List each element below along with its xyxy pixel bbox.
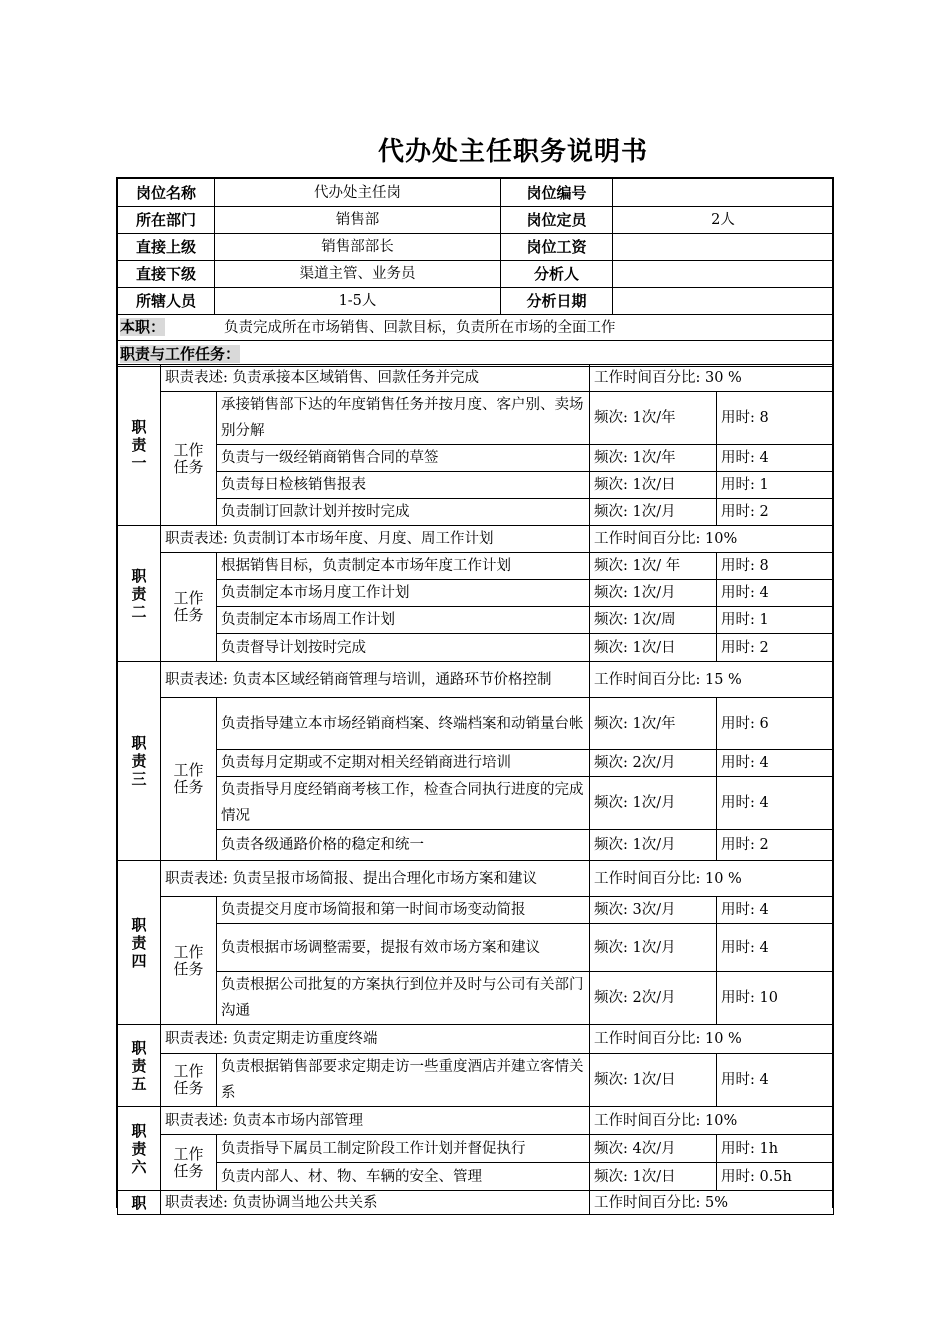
subordinate-label: 直接下级 — [118, 261, 215, 288]
core-duty-label: 本职： — [120, 318, 166, 336]
staff-value: 1-5人 — [215, 288, 501, 315]
task-text: 负责指导月度经销商考核工作，检查合同执行进度的完成情况 — [217, 777, 590, 830]
dept-label: 所在部门 — [118, 207, 215, 234]
duty-statement-row — [118, 526, 834, 553]
task-row — [118, 472, 834, 499]
task-time: 用时: 4 — [717, 1054, 834, 1107]
duty-time-percent: 工作时间百分比: 10 % — [590, 861, 834, 897]
task-frequency: 频次: 1次/月 — [590, 499, 717, 526]
task-text: 负责根据公司批复的方案执行到位并及时与公司有关部门沟通 — [217, 972, 590, 1025]
task-time: 用时: 1 — [717, 472, 834, 499]
task-text: 负责内部人、材、物、车辆的安全、管理 — [217, 1163, 590, 1191]
duty-label-char: 一 — [131, 454, 147, 472]
task-row — [118, 553, 834, 580]
task-frequency: 频次: 1次/月 — [590, 924, 717, 972]
salary-value — [613, 234, 834, 261]
task-text: 负责每月定期或不定期对相关经销商进行培训 — [217, 750, 590, 777]
duty-statement-row — [118, 1107, 834, 1135]
work-task-label-line: 工作 — [173, 440, 204, 459]
task-text: 负责制定本市场月度工作计划 — [217, 580, 590, 607]
duty-time-percent: 工作时间百分比: 5% — [590, 1191, 834, 1215]
task-row — [118, 607, 834, 634]
work-task-label-line: 任务 — [173, 606, 204, 624]
task-time: 用时: 2 — [717, 634, 834, 662]
duty-statement-row — [118, 1191, 834, 1215]
duty-label-char: 责 — [131, 1056, 147, 1075]
task-row — [118, 924, 834, 972]
headcount-label: 岗位定员 — [501, 207, 613, 234]
info-row — [118, 179, 834, 207]
task-time: 用时: 4 — [717, 897, 834, 924]
duty-label — [118, 1025, 161, 1107]
position-name-label: 岗位名称 — [118, 179, 215, 207]
task-frequency: 频次: 1次/日 — [590, 1163, 717, 1191]
duty-label-char: 职 — [131, 418, 147, 436]
task-text: 负责每日检核销售报表 — [217, 472, 590, 499]
task-text: 负责提交月度市场简报和第一时间市场变动简报 — [217, 897, 590, 924]
task-text: 负责各级通路价格的稳定和统一 — [217, 830, 590, 861]
task-text: 负责根据市场调整需要，提报有效市场方案和建议 — [217, 924, 590, 972]
task-text: 负责指导下属员工制定阶段工作计划并督促执行 — [217, 1135, 590, 1163]
headcount-value: 2人 — [613, 207, 834, 234]
duty-statement: 职责表述: 负责呈报市场简报、提出合理化市场方案和建议 — [161, 861, 590, 897]
task-time: 用时: 2 — [717, 830, 834, 861]
work-task-label — [161, 1135, 217, 1191]
duty-statement: 职责表述: 负责承接本区域销售、回款任务并完成 — [161, 365, 590, 392]
task-text: 负责与一级经销商销售合同的草签 — [217, 445, 590, 472]
task-frequency: 频次: 3次/月 — [590, 897, 717, 924]
task-time: 用时: 4 — [717, 445, 834, 472]
duty-time-percent: 工作时间百分比: 15 % — [590, 662, 834, 698]
duty-label — [118, 526, 161, 662]
work-task-label-line: 任务 — [173, 1079, 204, 1097]
analyst-value — [613, 261, 834, 288]
task-time: 用时: 4 — [717, 580, 834, 607]
duty-label — [118, 662, 161, 861]
task-row — [118, 777, 834, 830]
duty-statement-row — [118, 1025, 834, 1054]
task-time: 用时: 4 — [717, 777, 834, 830]
work-task-label-line: 工作 — [173, 1062, 204, 1080]
duty-statement: 职责表述: 负责定期走访重度终端 — [161, 1025, 590, 1054]
task-text: 负责制定本市场周工作计划 — [217, 607, 590, 634]
work-task-label-line: 任务 — [173, 457, 204, 476]
task-frequency: 频次: 1次/月 — [590, 830, 717, 861]
task-time: 用时: 8 — [717, 392, 834, 445]
task-row — [118, 830, 834, 861]
task-time: 用时: 4 — [717, 924, 834, 972]
duty-label-char: 三 — [131, 770, 147, 788]
work-task-label-line: 任务 — [173, 778, 204, 796]
duty-time-percent: 工作时间百分比: 10 % — [590, 1025, 834, 1054]
duty-label-char: 六 — [131, 1157, 147, 1176]
duty-time-percent: 工作时间百分比: 30 % — [590, 365, 834, 392]
duty-time-percent: 工作时间百分比: 10% — [590, 1107, 834, 1135]
analysis-date-value — [613, 288, 834, 315]
duty-label-char: 责 — [131, 584, 147, 603]
superior-value: 销售部部长 — [215, 234, 501, 261]
duties-heading: 职责与工作任务： — [120, 344, 241, 363]
info-row — [118, 288, 834, 315]
core-duty-text: 负责完成所在市场销售、回款目标，负责所在市场的全面工作 — [224, 320, 616, 336]
task-row — [118, 1135, 834, 1163]
work-task-label — [161, 553, 217, 662]
duty-statement-row — [118, 861, 834, 897]
analyst-label: 分析人 — [501, 261, 613, 288]
task-time: 用时: 2 — [717, 499, 834, 526]
document-title: 代办处主任职务说明书 — [377, 137, 648, 167]
core-duty-row — [118, 315, 834, 341]
task-row — [118, 499, 834, 526]
duty-statement: 职责表述: 负责本市场内部管理 — [161, 1107, 590, 1135]
duty-label — [118, 1107, 161, 1191]
dept-value: 销售部 — [215, 207, 501, 234]
task-frequency: 频次: 1次/日 — [590, 634, 717, 662]
task-row — [118, 897, 834, 924]
duty-label-char: 责 — [131, 933, 147, 952]
duty-label-char: 职 — [131, 566, 147, 585]
duty-label-char: 责 — [131, 436, 147, 454]
task-time: 用时: 1 — [717, 607, 834, 634]
task-text: 负责制订回款计划并按时完成 — [217, 499, 590, 526]
task-frequency: 频次: 1次/月 — [590, 580, 717, 607]
task-frequency: 频次: 1次/年 — [590, 445, 717, 472]
task-row — [118, 634, 834, 662]
task-row — [118, 580, 834, 607]
task-frequency: 频次: 2次/月 — [590, 750, 717, 777]
work-task-label — [161, 1054, 217, 1107]
info-row — [118, 261, 834, 288]
duty-label — [118, 1191, 161, 1215]
task-frequency: 频次: 1次/年 — [590, 392, 717, 445]
work-task-label-line: 工作 — [173, 1144, 204, 1163]
duty-time-percent: 工作时间百分比: 10% — [590, 526, 834, 553]
work-task-label-line: 工作 — [173, 942, 204, 961]
task-frequency: 频次: 1次/日 — [590, 472, 717, 499]
task-frequency: 频次: 4次/月 — [590, 1135, 717, 1163]
duty-statement-row — [118, 662, 834, 698]
duty-label — [118, 861, 161, 1025]
work-task-label — [161, 392, 217, 526]
position-code-value — [613, 179, 834, 207]
task-row — [118, 1163, 834, 1191]
task-frequency: 频次: 1次/日 — [590, 1054, 717, 1107]
duties-table — [117, 364, 834, 1215]
core-duty-table — [117, 314, 834, 367]
info-row — [118, 234, 834, 261]
analysis-date-label: 分析日期 — [501, 288, 613, 315]
task-time: 用时: 1h — [717, 1135, 834, 1163]
work-task-label-line: 任务 — [173, 959, 204, 978]
position-info-table — [117, 178, 834, 315]
duty-label-char: 职 — [131, 1193, 147, 1212]
work-task-label-line: 任务 — [173, 1161, 204, 1180]
work-task-label — [161, 698, 217, 861]
duty-label-char: 四 — [131, 951, 147, 970]
duty-label-char: 五 — [131, 1074, 147, 1093]
task-text: 承接销售部下达的年度销售任务并按月度、客户别、卖场别分解 — [217, 392, 590, 445]
task-row — [118, 445, 834, 472]
task-row — [118, 698, 834, 750]
task-frequency: 频次: 1次/年 — [590, 698, 717, 750]
task-time: 用时: 0.5h — [717, 1163, 834, 1191]
duties-heading-row — [118, 341, 834, 367]
position-name-value: 代办处主任岗 — [215, 179, 501, 207]
task-time: 用时: 10 — [717, 972, 834, 1025]
duty-statement: 职责表述: 负责制订本市场年度、月度、周工作计划 — [161, 526, 590, 553]
duty-label-char: 责 — [131, 1139, 147, 1158]
task-time: 用时: 4 — [717, 750, 834, 777]
duty-statement: 职责表述: 负责协调当地公共关系 — [161, 1191, 590, 1215]
duty-statement-row — [118, 365, 834, 392]
task-text: 负责指导建立本市场经销商档案、终端档案和动销量台帐 — [217, 698, 590, 750]
superior-label: 直接上级 — [118, 234, 215, 261]
task-time: 用时: 8 — [717, 553, 834, 580]
work-task-label-line: 工作 — [173, 761, 204, 779]
task-frequency: 频次: 1次/ 年 — [590, 553, 717, 580]
subordinate-value: 渠道主管、业务员 — [215, 261, 501, 288]
task-frequency: 频次: 1次/周 — [590, 607, 717, 634]
position-code-label: 岗位编号 — [501, 179, 613, 207]
salary-label: 岗位工资 — [501, 234, 613, 261]
info-row — [118, 207, 834, 234]
duty-label-char: 责 — [131, 752, 147, 770]
task-row — [118, 972, 834, 1025]
duty-label-char: 二 — [131, 602, 147, 621]
duty-statement: 职责表述: 负责本区域经销商管理与培训，通路环节价格控制 — [161, 662, 590, 698]
staff-label: 所辖人员 — [118, 288, 215, 315]
work-task-label-line: 工作 — [173, 589, 204, 607]
task-row — [118, 392, 834, 445]
duty-label-char: 职 — [131, 1038, 147, 1057]
task-frequency: 频次: 1次/月 — [590, 777, 717, 830]
duty-label-char: 职 — [131, 1121, 147, 1140]
task-frequency: 频次: 2次/月 — [590, 972, 717, 1025]
task-text: 负责根据销售部要求定期走访一些重度酒店并建立客情关系 — [217, 1054, 590, 1107]
task-row — [118, 750, 834, 777]
duty-label — [118, 365, 161, 526]
task-time: 用时: 6 — [717, 698, 834, 750]
duty-label-char: 职 — [131, 915, 147, 934]
work-task-label — [161, 897, 217, 1025]
task-text: 负责督导计划按时完成 — [217, 634, 590, 662]
duty-label-char: 职 — [131, 734, 147, 752]
task-row — [118, 1054, 834, 1107]
task-text: 根据销售目标，负责制定本市场年度工作计划 — [217, 553, 590, 580]
